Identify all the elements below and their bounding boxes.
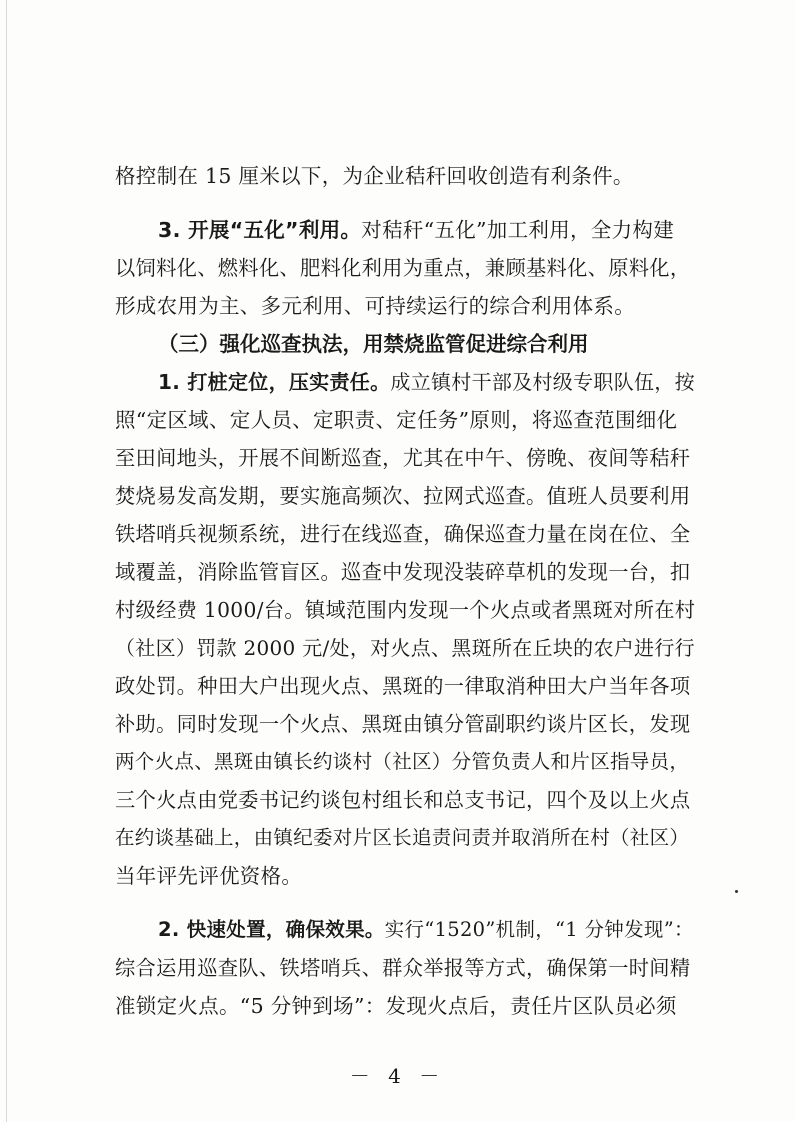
text-segment: 照“定区域、定人员、定职责、定任务”原则，将巡查范围细化 <box>115 408 678 432</box>
text-segment: 村级经费 1000/台。镇域范围内发现一个火点或者黑斑对所在村 <box>115 598 696 622</box>
text-line <box>115 592 695 628</box>
text-line <box>158 912 698 948</box>
scan-edge <box>6 0 7 1122</box>
text-segment: 域覆盖，消除监管盲区。巡查中发现没装碎草机的发现一台，扣 <box>115 560 691 584</box>
text-segment: （社区）罚款 2000 元/处，对火点、黑斑所在丘块的农户进行行 <box>115 636 695 660</box>
text-segment: 准锁定火点。“5 分钟到场”：发现火点后，责任片区队员必须 <box>115 994 677 1018</box>
text-segment: 补助。同时发现一个火点、黑斑由镇分管副职约谈片区长，发现 <box>115 712 691 736</box>
text-segment: 形成农用为主、多元利用、可持续运行的综合利用体系。 <box>115 294 635 318</box>
text-segment: 三个火点由党委书记约谈包村组长和总支书记，四个及以上火点 <box>115 788 691 812</box>
text-segment: 综合运用巡查队、铁塔哨兵、群众举报等方式，确保第一时间精 <box>115 956 691 980</box>
text-segment: 对秸秆“五化”加工利用，全力构建 <box>361 218 674 242</box>
text-line <box>115 706 695 742</box>
text-line <box>115 630 695 666</box>
text-line <box>115 516 695 552</box>
subheading-text: 3. 开展“五化”利用。 <box>158 218 362 242</box>
text-line <box>115 288 695 324</box>
text-segment: 政处罚。种田大户出现火点、黑斑的一律取消种田大户当年各项 <box>115 674 691 698</box>
text-line <box>115 744 695 780</box>
subheading-text: 2. 快速处置，确保效果。 <box>158 918 385 941</box>
text-line <box>158 364 698 400</box>
subheading-text: 1. 打桩定位，压实责任。 <box>158 370 391 394</box>
text-segment: 成立镇村干部及村级专职队伍，按 <box>390 370 695 394</box>
scan-speck <box>735 890 738 893</box>
text-line <box>115 950 695 986</box>
text-line <box>115 158 695 194</box>
text-segment: 以饲料化、燃料化、肥料化利用为重点，兼顾基料化、原料化， <box>115 256 691 280</box>
text-line <box>115 988 695 1024</box>
text-line <box>115 782 695 818</box>
text-segment: 在约谈基础上，由镇纪委对片区长追责问责并取消所在村（社区） <box>115 826 690 849</box>
text-line <box>115 668 695 704</box>
text-segment: 格控制在 15 厘米以下，为企业秸秆回收创造有利条件。 <box>115 164 634 188</box>
text-line <box>115 250 695 286</box>
text-segment: 至田间地头，开展不间断巡查，尤其在中午、傍晚、夜间等秸秆 <box>115 446 691 470</box>
text-line <box>115 440 695 476</box>
text-line <box>158 212 698 248</box>
text-segment: 两个火点、黑斑由镇长约谈村（社区）分管负责人和片区指导员， <box>115 750 690 773</box>
text-line <box>115 402 695 438</box>
text-line <box>115 820 695 856</box>
text-segment: 铁塔哨兵视频系统，进行在线巡查，确保巡查力量在岗在位、全 <box>115 522 691 546</box>
page-number: － 4 － <box>349 1064 446 1088</box>
text-segment: 实行“1520”机制，“1 分钟发现”： <box>384 918 694 941</box>
text-segment: 焚烧易发高发期，要实施高频次、拉网式巡查。值班人员要利用 <box>115 484 691 508</box>
section-heading: （三）强化巡查执法，用禁烧监管促进综合利用 <box>158 332 589 356</box>
text-line <box>115 858 695 894</box>
text-segment: 当年评先评优资格。 <box>115 864 303 888</box>
text-line <box>115 478 695 514</box>
text-line <box>115 554 695 590</box>
